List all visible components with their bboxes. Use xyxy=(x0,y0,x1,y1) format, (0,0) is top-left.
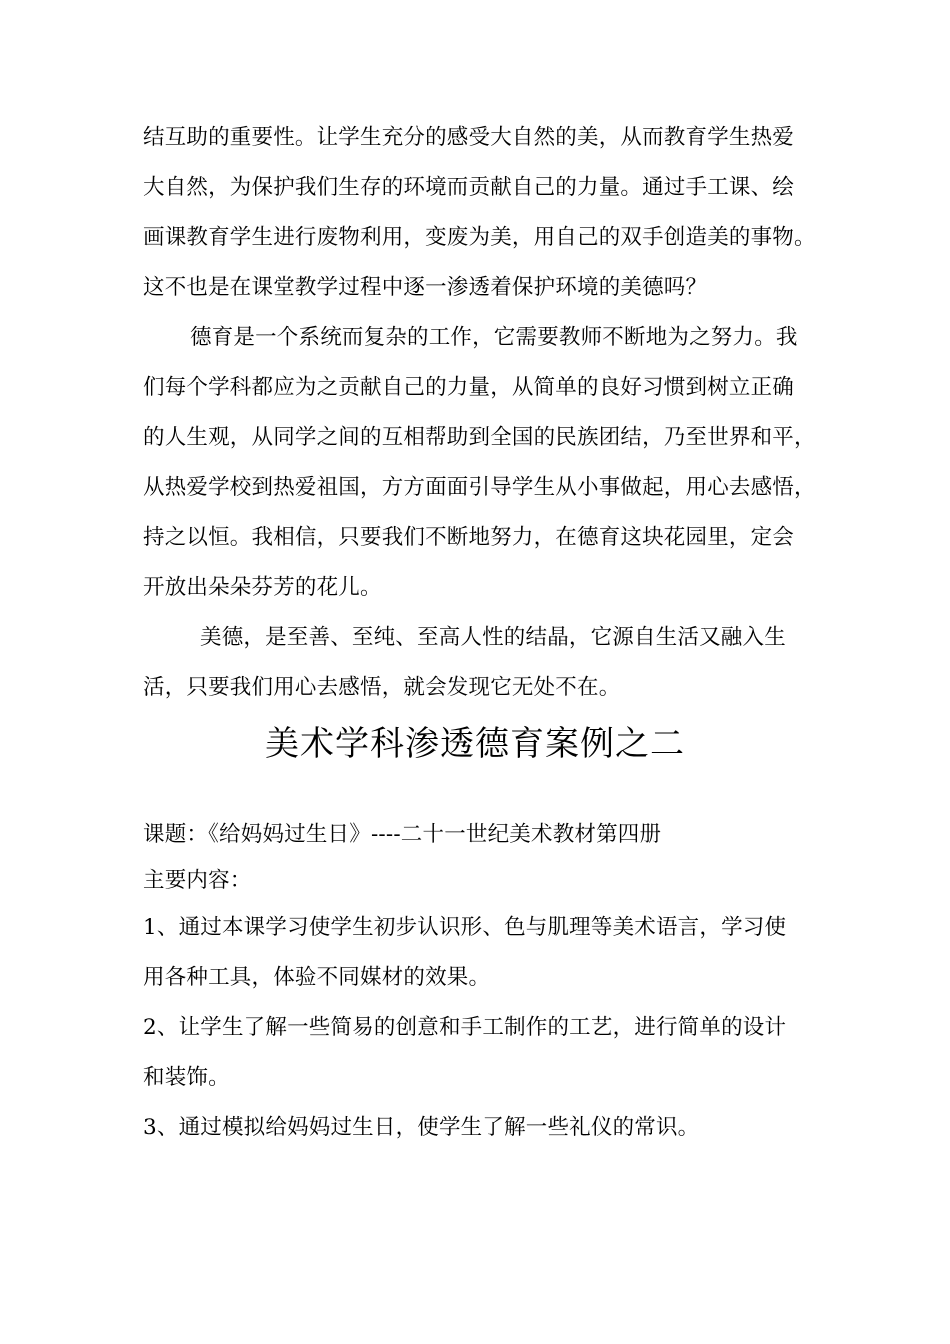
body-text-line: 大自然，为保护我们生存的环境而贡献自己的力量。通过手工课、绘 xyxy=(143,175,795,200)
body-text-line: 们每个学科都应为之贡献自己的力量，从简单的良好习惯到树立正确 xyxy=(143,375,795,400)
list-item: 2、让学生了解一些简易的创意和手工制作的工艺，进行简单的设计 xyxy=(143,1015,787,1040)
body-text-line: 活，只要我们用心去感悟，就会发现它无处不在。 xyxy=(143,675,621,700)
body-text-line: 持之以恒。我相信，只要我们不断地努力，在德育这块花园里，定会 xyxy=(143,525,795,550)
body-text-line: 这不也是在课堂教学过程中逐一渗透着保护环境的美德吗？ xyxy=(143,275,708,300)
lesson-topic-line: 课题：《给妈妈过生日》----二十一世纪美术教材第四册 xyxy=(143,822,662,847)
body-text-line: 德育是一个系统而复杂的工作，它需要教师不断地为之努力。我 xyxy=(190,325,798,350)
list-item: 1、通过本课学习使学生初步认识形、色与肌理等美术语言，学习使 xyxy=(143,915,787,940)
body-text-line: 结互助的重要性。让学生充分的感受大自然的美，从而教育学生热爱 xyxy=(143,125,795,150)
list-item-continuation: 和装饰。 xyxy=(143,1065,230,1090)
main-content-heading: 主要内容： xyxy=(143,868,252,893)
body-text-line: 美德，是至善、至纯、至高人性的结晶，它源自生活又融入生 xyxy=(200,625,786,650)
list-item-continuation: 用各种工具，体验不同媒材的效果。 xyxy=(143,965,491,990)
body-text-line: 画课教育学生进行废物利用，变废为美，用自己的双手创造美的事物。 xyxy=(143,225,816,250)
body-text-line: 开放出朵朵芬芳的花儿。 xyxy=(143,575,382,600)
body-text-line: 从热爱学校到热爱祖国，方方面面引导学生从小事做起，用心去感悟， xyxy=(143,475,816,500)
list-item: 3、通过模拟给妈妈过生日，使学生了解一些礼仪的常识。 xyxy=(143,1115,700,1140)
body-text-line: 的人生观，从同学之间的互相帮助到全国的民族团结，乃至世界和平， xyxy=(143,425,816,450)
section-title: 美术学科渗透德育案例之二 xyxy=(265,724,685,764)
